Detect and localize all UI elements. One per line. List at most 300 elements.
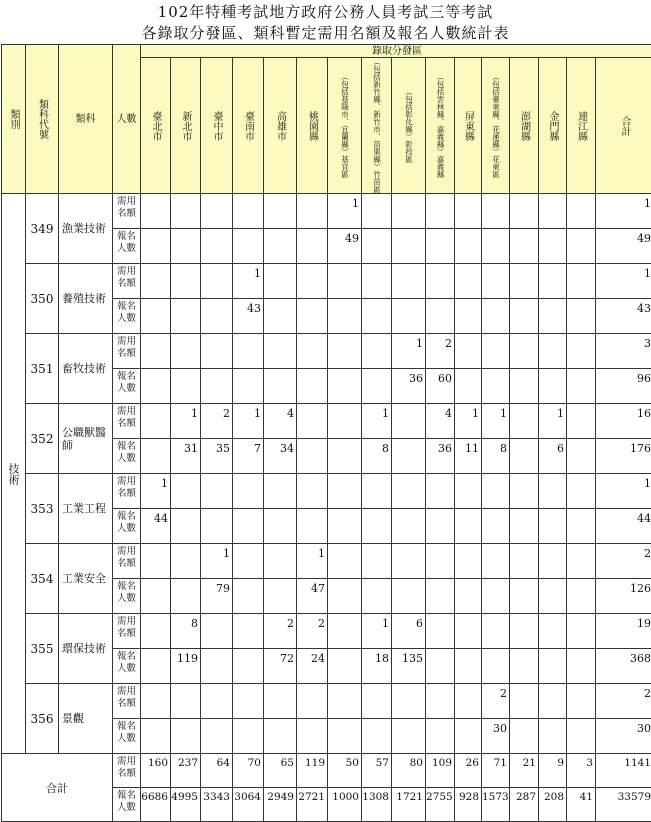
value-cell: [141, 369, 171, 404]
value-cell: [297, 369, 328, 404]
row-total: 44: [596, 509, 651, 544]
value-cell: [426, 474, 455, 509]
value-cell: [233, 369, 264, 404]
value-cell: 119: [171, 649, 201, 684]
page-title-line2: 各錄取分發區、類科暫定需用名額及報名人數統計表: [0, 23, 651, 44]
value-cell: [567, 509, 596, 544]
value-cell: 1: [392, 334, 426, 369]
value-cell: [539, 474, 567, 509]
total-value-cell: 160: [141, 754, 171, 788]
subject-name: 漁業技術: [59, 194, 113, 264]
value-cell: [510, 509, 539, 544]
value-cell: [171, 229, 201, 264]
row-label-apply: 報名人數: [113, 719, 141, 754]
value-cell: [328, 404, 362, 439]
subject-name: 公職獸醫師: [59, 404, 113, 474]
header-subject: 類科: [59, 45, 113, 194]
value-cell: [455, 579, 482, 614]
table-row: [2, 404, 651, 439]
value-cell: [455, 684, 482, 719]
header-people: 人數: [113, 45, 141, 194]
value-cell: [567, 369, 596, 404]
value-cell: [328, 719, 362, 754]
value-cell: [510, 404, 539, 439]
value-cell: [455, 299, 482, 334]
value-cell: [510, 194, 539, 229]
value-cell: [539, 369, 567, 404]
value-cell: [392, 544, 426, 579]
subject-code: 354: [26, 544, 59, 614]
value-cell: [171, 509, 201, 544]
value-cell: [482, 544, 510, 579]
total-value-cell: 65: [264, 754, 297, 788]
row-total: 43: [596, 299, 651, 334]
value-cell: [426, 264, 455, 299]
subject-code: 352: [26, 404, 59, 474]
value-cell: 1: [362, 614, 392, 649]
value-cell: 24: [297, 649, 328, 684]
value-cell: [362, 544, 392, 579]
value-cell: [201, 334, 233, 369]
value-cell: [455, 369, 482, 404]
total-value-cell: 70: [233, 754, 264, 788]
header-area: 桃園縣: [297, 58, 328, 194]
total-value-cell: 6686: [141, 788, 171, 822]
value-cell: 2: [264, 614, 297, 649]
value-cell: [201, 614, 233, 649]
value-cell: 34: [264, 439, 297, 474]
value-cell: [328, 474, 362, 509]
header-area: 高雄市: [264, 58, 297, 194]
value-cell: [233, 684, 264, 719]
value-cell: [482, 649, 510, 684]
value-cell: [455, 334, 482, 369]
value-cell: [426, 649, 455, 684]
header-area: 新北市: [171, 58, 201, 194]
total-value-cell: 2755: [426, 788, 455, 822]
header-area: 合計: [596, 58, 651, 194]
value-cell: [392, 439, 426, 474]
value-cell: 6: [392, 614, 426, 649]
value-cell: [482, 369, 510, 404]
value-cell: [567, 579, 596, 614]
value-cell: 1: [539, 404, 567, 439]
total-value-cell: 41: [567, 788, 596, 822]
value-cell: [233, 229, 264, 264]
value-cell: [297, 264, 328, 299]
row-total: 2: [596, 684, 651, 719]
total-row: [2, 754, 651, 788]
value-cell: 1: [201, 544, 233, 579]
value-cell: [539, 334, 567, 369]
value-cell: [567, 439, 596, 474]
value-cell: [510, 439, 539, 474]
value-cell: [264, 544, 297, 579]
value-cell: [539, 229, 567, 264]
total-value-cell: 119: [297, 754, 328, 788]
total-value-cell: 928: [455, 788, 482, 822]
value-cell: [426, 719, 455, 754]
value-cell: [362, 264, 392, 299]
subject-name: 養殖技術: [59, 264, 113, 334]
value-cell: 8: [482, 439, 510, 474]
row-label-need: 需用名額: [113, 544, 141, 579]
subject-code: 355: [26, 614, 59, 684]
row-label-need: 需用名額: [113, 404, 141, 439]
value-cell: [567, 544, 596, 579]
header-code: 類科代號: [26, 45, 59, 194]
header-area: 屏東縣: [455, 58, 482, 194]
value-cell: [362, 684, 392, 719]
table-row: [2, 614, 651, 649]
value-cell: [455, 264, 482, 299]
value-cell: [171, 684, 201, 719]
value-cell: 6: [539, 439, 567, 474]
value-cell: [328, 299, 362, 334]
row-total: 2: [596, 544, 651, 579]
value-cell: [264, 229, 297, 264]
value-cell: [567, 299, 596, 334]
row-label-apply: 報名人數: [113, 509, 141, 544]
total-value-cell: 2721: [297, 788, 328, 822]
value-cell: [510, 614, 539, 649]
value-cell: [392, 579, 426, 614]
value-cell: [201, 299, 233, 334]
value-cell: [297, 334, 328, 369]
value-cell: [455, 544, 482, 579]
value-cell: [141, 719, 171, 754]
value-cell: [141, 334, 171, 369]
value-cell: 30: [482, 719, 510, 754]
row-label-need: 需用名額: [113, 474, 141, 509]
value-cell: [297, 194, 328, 229]
row-total: 368: [596, 649, 651, 684]
row-total: 126: [596, 579, 651, 614]
value-cell: [264, 264, 297, 299]
value-cell: [567, 474, 596, 509]
value-cell: 18: [362, 649, 392, 684]
value-cell: [264, 474, 297, 509]
value-cell: [171, 544, 201, 579]
value-cell: 135: [392, 649, 426, 684]
value-cell: [328, 439, 362, 474]
value-cell: [328, 544, 362, 579]
row-total: 19: [596, 614, 651, 649]
category-cell: 技術: [2, 194, 26, 754]
total-value-cell: 2949: [264, 788, 297, 822]
table-row: [2, 334, 651, 369]
value-cell: [482, 229, 510, 264]
total-value-cell: 237: [171, 754, 201, 788]
value-cell: [510, 474, 539, 509]
value-cell: [392, 194, 426, 229]
header-area: （包括彰化縣）彰投區: [392, 58, 426, 194]
value-cell: [362, 474, 392, 509]
value-cell: [264, 369, 297, 404]
value-cell: [510, 299, 539, 334]
value-cell: 1: [482, 404, 510, 439]
row-total: 1: [596, 474, 651, 509]
header-area: （包括雲林縣、嘉義縣）嘉義縣: [426, 58, 455, 194]
page-title-line1: 102年特種考試地方政府公務人員考試三等考試: [0, 0, 651, 23]
value-cell: [233, 194, 264, 229]
value-cell: 1: [328, 194, 362, 229]
value-cell: [141, 194, 171, 229]
value-cell: [141, 229, 171, 264]
value-cell: [392, 229, 426, 264]
value-cell: [510, 264, 539, 299]
value-cell: [392, 719, 426, 754]
value-cell: [171, 579, 201, 614]
value-cell: 2: [201, 404, 233, 439]
value-cell: [510, 719, 539, 754]
value-cell: [482, 334, 510, 369]
value-cell: [328, 579, 362, 614]
value-cell: [482, 299, 510, 334]
value-cell: [567, 194, 596, 229]
value-cell: 2: [482, 684, 510, 719]
row-label-apply: 報名人數: [113, 229, 141, 264]
value-cell: 49: [328, 229, 362, 264]
subject-name: 畜牧技術: [59, 334, 113, 404]
value-cell: [141, 614, 171, 649]
value-cell: [264, 509, 297, 544]
value-cell: [297, 719, 328, 754]
value-cell: [264, 299, 297, 334]
value-cell: [362, 719, 392, 754]
value-cell: [264, 194, 297, 229]
value-cell: [567, 334, 596, 369]
total-value-cell: 57: [362, 754, 392, 788]
row-total: 16: [596, 404, 651, 439]
total-value-cell: 1721: [392, 788, 426, 822]
row-label-apply: 報名人數: [113, 579, 141, 614]
value-cell: [264, 334, 297, 369]
total-value-cell: 1573: [482, 788, 510, 822]
value-cell: [171, 194, 201, 229]
value-cell: 36: [392, 369, 426, 404]
value-cell: [455, 614, 482, 649]
value-cell: [482, 579, 510, 614]
value-cell: 31: [171, 439, 201, 474]
value-cell: [510, 229, 539, 264]
value-cell: [171, 369, 201, 404]
value-cell: 1: [455, 404, 482, 439]
value-cell: [328, 264, 362, 299]
value-cell: [297, 509, 328, 544]
value-cell: [171, 719, 201, 754]
row-total: 3: [596, 334, 651, 369]
row-label-need: 需用名額: [113, 334, 141, 369]
header-area: 臺北市: [141, 58, 171, 194]
row-label-need: 需用名額: [113, 194, 141, 229]
value-cell: [141, 544, 171, 579]
row-total: 96: [596, 369, 651, 404]
value-cell: [567, 264, 596, 299]
value-cell: [297, 299, 328, 334]
value-cell: [328, 684, 362, 719]
total-label: 合計: [2, 754, 113, 822]
row-label-apply: 報名人數: [113, 369, 141, 404]
value-cell: [455, 509, 482, 544]
total-value-cell: 80: [392, 754, 426, 788]
value-cell: [328, 614, 362, 649]
value-cell: [567, 614, 596, 649]
value-cell: [539, 264, 567, 299]
value-cell: [539, 579, 567, 614]
header-area: 臺南市: [233, 58, 264, 194]
value-cell: [297, 474, 328, 509]
value-cell: [392, 299, 426, 334]
value-cell: [510, 334, 539, 369]
value-cell: [567, 404, 596, 439]
value-cell: [141, 439, 171, 474]
subject-code: 349: [26, 194, 59, 264]
subject-name: 工業工程: [59, 474, 113, 544]
value-cell: [171, 334, 201, 369]
value-cell: [510, 544, 539, 579]
value-cell: [455, 229, 482, 264]
value-cell: [201, 684, 233, 719]
value-cell: [328, 509, 362, 544]
subject-name: 工業安全: [59, 544, 113, 614]
total-value-cell: 3343: [201, 788, 233, 822]
row-label-need: 需用名額: [113, 684, 141, 719]
value-cell: [201, 719, 233, 754]
total-value-cell: 50: [328, 754, 362, 788]
value-cell: [539, 544, 567, 579]
value-cell: [233, 509, 264, 544]
value-cell: [539, 614, 567, 649]
subject-name: 景觀: [59, 684, 113, 754]
subject-code: 356: [26, 684, 59, 754]
table-row: [2, 544, 651, 579]
total-value-cell: 208: [539, 788, 567, 822]
row-label-apply: 報名人數: [113, 439, 141, 474]
value-cell: 43: [233, 299, 264, 334]
value-cell: [482, 474, 510, 509]
value-cell: [510, 579, 539, 614]
total-value-cell: 3064: [233, 788, 264, 822]
value-cell: [201, 264, 233, 299]
value-cell: 2: [426, 334, 455, 369]
value-cell: [567, 684, 596, 719]
value-cell: 44: [141, 509, 171, 544]
value-cell: [482, 194, 510, 229]
value-cell: 1: [297, 544, 328, 579]
value-cell: [201, 194, 233, 229]
row-total: 1: [596, 194, 651, 229]
value-cell: [539, 649, 567, 684]
value-cell: [455, 719, 482, 754]
row-total: 1: [596, 264, 651, 299]
value-cell: 8: [171, 614, 201, 649]
value-cell: [171, 264, 201, 299]
subject-name: 環保技術: [59, 614, 113, 684]
total-value-cell: 26: [455, 754, 482, 788]
value-cell: [171, 299, 201, 334]
value-cell: [426, 299, 455, 334]
value-cell: 1: [362, 404, 392, 439]
value-cell: [362, 194, 392, 229]
header-area: 臺中市: [201, 58, 233, 194]
header-area: 澎湖縣: [510, 58, 539, 194]
value-cell: [233, 719, 264, 754]
value-cell: [362, 509, 392, 544]
value-cell: [201, 229, 233, 264]
total-value-cell: 1000: [328, 788, 362, 822]
value-cell: [482, 264, 510, 299]
header-area: 連江縣: [567, 58, 596, 194]
value-cell: [297, 404, 328, 439]
value-cell: [201, 509, 233, 544]
value-cell: 1: [171, 404, 201, 439]
value-cell: 47: [297, 579, 328, 614]
value-cell: [264, 719, 297, 754]
row-label-apply: 報名人數: [113, 299, 141, 334]
value-cell: [539, 194, 567, 229]
row-label-apply: 報名人數: [113, 649, 141, 684]
value-cell: 1: [233, 404, 264, 439]
table-row: [2, 684, 651, 719]
value-cell: [201, 474, 233, 509]
value-cell: [362, 299, 392, 334]
header-area-group: 錄取分發區: [141, 45, 651, 58]
total-value-cell: 21: [510, 754, 539, 788]
table-row: [2, 264, 651, 299]
header-area: （包括基隆市、宜蘭縣）基宜區: [328, 58, 362, 194]
value-cell: [141, 404, 171, 439]
value-cell: [201, 649, 233, 684]
value-cell: [567, 719, 596, 754]
value-cell: [233, 614, 264, 649]
value-cell: [510, 369, 539, 404]
value-cell: [233, 649, 264, 684]
value-cell: 4: [426, 404, 455, 439]
value-cell: [426, 509, 455, 544]
value-cell: [539, 684, 567, 719]
table-row: [2, 194, 651, 229]
value-cell: [362, 579, 392, 614]
value-cell: [392, 404, 426, 439]
value-cell: [392, 684, 426, 719]
header-category: 類別: [2, 45, 26, 194]
value-cell: 8: [362, 439, 392, 474]
value-cell: 1: [233, 264, 264, 299]
value-cell: [328, 369, 362, 404]
value-cell: 4: [264, 404, 297, 439]
row-total: 49: [596, 229, 651, 264]
value-cell: [362, 229, 392, 264]
value-cell: [264, 579, 297, 614]
total-value-cell: 64: [201, 754, 233, 788]
grand-total: 33579: [596, 788, 651, 822]
value-cell: [264, 684, 297, 719]
value-cell: [539, 509, 567, 544]
value-cell: 60: [426, 369, 455, 404]
subject-code: 351: [26, 334, 59, 404]
total-value-cell: 109: [426, 754, 455, 788]
value-cell: [392, 474, 426, 509]
value-cell: [510, 684, 539, 719]
value-cell: [455, 194, 482, 229]
value-cell: [482, 614, 510, 649]
value-cell: [233, 334, 264, 369]
header-area: （包括臺東縣、花蓮縣）花東區: [482, 58, 510, 194]
value-cell: 36: [426, 439, 455, 474]
value-cell: [455, 474, 482, 509]
value-cell: [362, 334, 392, 369]
